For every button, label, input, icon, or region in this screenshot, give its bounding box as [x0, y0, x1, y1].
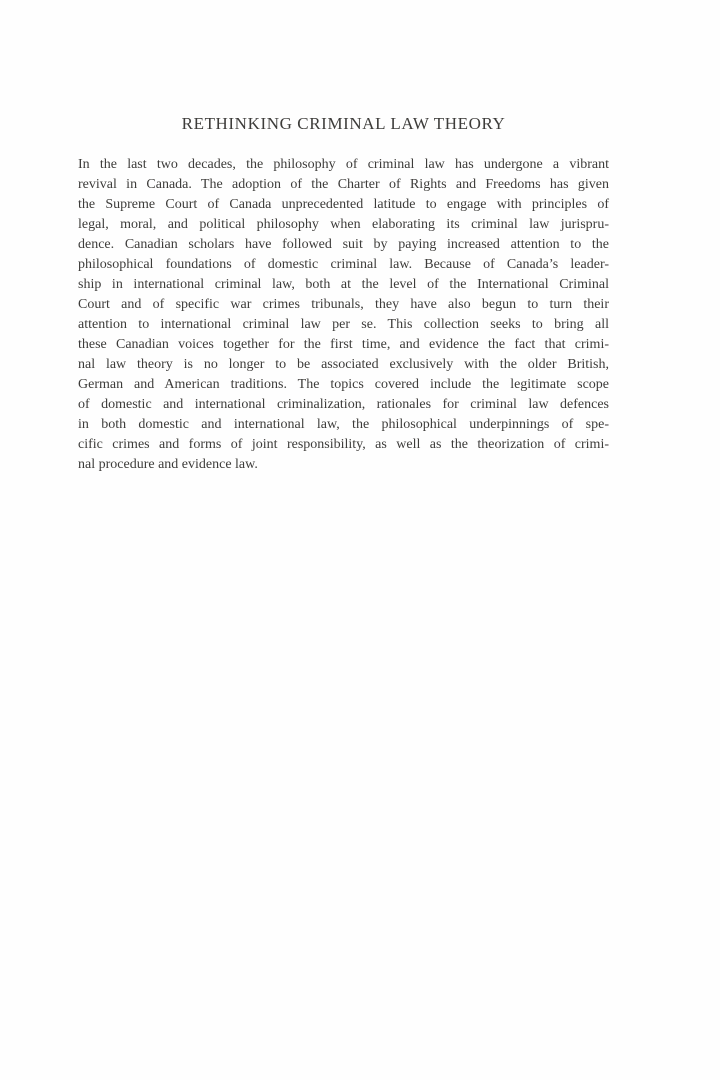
body-paragraph [78, 155, 609, 475]
paragraph-line: dence. Canadian scholars have followed suit by paying increased attention to the [78, 237, 609, 252]
paragraph-line: these Canadian voices together for the first time, and evidence the fact that crimi- [78, 337, 609, 352]
paragraph-line: of domestic and international criminalization, rationales for criminal law defences [78, 397, 609, 412]
page-title: RETHINKING CRIMINAL LAW THEORY [181, 114, 506, 133]
paragraph-line: In the last two decades, the philosophy of criminal law has undergone a vibrant [78, 157, 609, 172]
paragraph-line: nal procedure and evidence law. [78, 457, 258, 472]
paragraph-line: the Supreme Court of Canada unprecedented latitude to engage with principles of [78, 197, 609, 212]
paragraph-line: cific crimes and forms of joint responsibility, as well as the theorization of crimi- [78, 437, 609, 452]
paragraph-line: Court and of specific war crimes tribunals, they have also begun to turn their [78, 297, 609, 312]
paragraph-line: philosophical foundations of domestic criminal law. Because of Canada’s leader- [78, 257, 609, 272]
paragraph-line: nal law theory is no longer to be associated exclusively with the older British, [78, 357, 609, 372]
paragraph-line: German and American traditions. The topics covered include the legitimate scope [78, 377, 609, 392]
paragraph-line: ship in international criminal law, both at the level of the International Criminal [78, 277, 609, 292]
paragraph-line: legal, moral, and political philosophy when elaborating its criminal law jurispru- [78, 217, 609, 232]
paragraph-line: attention to international criminal law per se. This collection seeks to bring all [78, 317, 609, 332]
paragraph-line: in both domestic and international law, the philosophical underpinnings of spe- [78, 417, 609, 432]
paragraph-line: revival in Canada. The adoption of the Charter of Rights and Freedoms has given [78, 177, 609, 192]
